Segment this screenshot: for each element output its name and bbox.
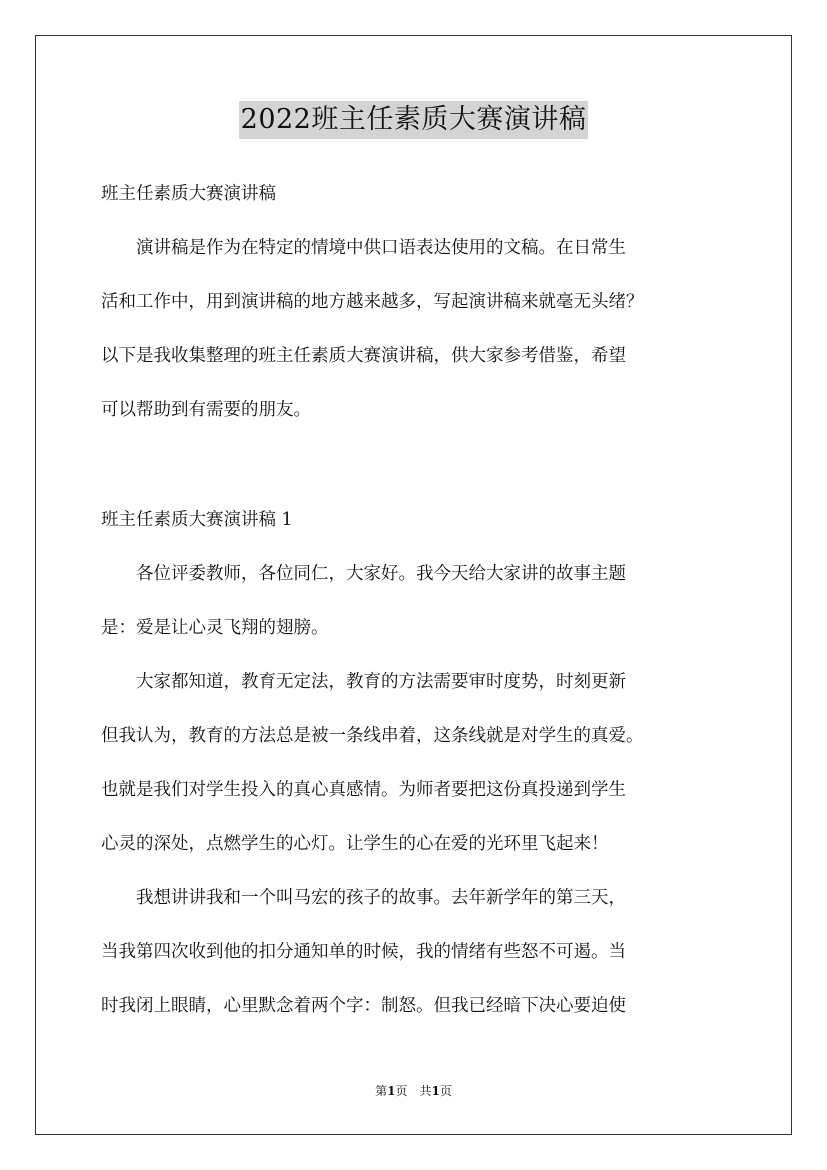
document-body xyxy=(101,176,731,1024)
page-label-mid: 页 共 xyxy=(395,1084,432,1098)
page-label-prefix: 第 xyxy=(375,1084,388,1098)
section-heading: 班主任素质大赛演讲稿 1 xyxy=(101,510,293,530)
intro-line: 可以帮助到有需要的朋友。 xyxy=(101,400,311,420)
paragraph-line: 各位评委教师，各位同仁，大家好。我今天给大家讲的故事主题 xyxy=(101,564,626,584)
intro-line: 演讲稿是作为在特定的情境中供口语表达使用的文稿。在日常生 xyxy=(101,238,626,258)
paragraph-line: 大家都知道，教育无定法，教育的方法需要审时度势，时刻更新 xyxy=(101,672,626,692)
intro-paragraph xyxy=(101,230,731,428)
page-footer xyxy=(0,1083,827,1099)
paragraph xyxy=(101,664,731,862)
paragraph xyxy=(101,556,731,646)
subtitle: 班主任素质大赛演讲稿 xyxy=(101,184,276,204)
paragraph-line: 我想讲讲我和一个叫马宏的孩子的故事。去年新学年的第三天， xyxy=(101,888,626,908)
intro-line: 活和工作中，用到演讲稿的地方越来越多，写起演讲稿来就毫无头绪？ xyxy=(101,292,644,312)
document-title: 2022班主任素质大赛演讲稿 xyxy=(239,101,589,139)
paragraph-line: 但我认为，教育的方法总是被一条线串着，这条线就是对学生的真爱。 xyxy=(101,726,644,746)
page-current-number: 1 xyxy=(387,1084,396,1098)
page-label-suffix: 页 xyxy=(439,1084,452,1098)
paragraph-line: 当我第四次收到他的扣分通知单的时候，我的情绪有些怒不可遏。当 xyxy=(101,942,626,962)
intro-line: 以下是我收集整理的班主任素质大赛演讲稿，供大家参考借鉴，希望 xyxy=(101,346,626,366)
paragraph-line: 是：爱是让心灵飞翔的翅膀。 xyxy=(101,618,329,638)
paragraph-line: 时我闭上眼睛，心里默念着两个字：制怒。但我已经暗下决心要迫使 xyxy=(101,996,626,1016)
paragraph-line: 心灵的深处，点燃学生的心灯。让学生的心在爱的光环里飞起来！ xyxy=(101,834,609,854)
title-wrap xyxy=(0,101,827,139)
page-total-number: 1 xyxy=(431,1084,440,1098)
paragraph-line: 也就是我们对学生投入的真心真感情。为师者要把这份真投递到学生 xyxy=(101,780,626,800)
paragraph xyxy=(101,880,731,1024)
